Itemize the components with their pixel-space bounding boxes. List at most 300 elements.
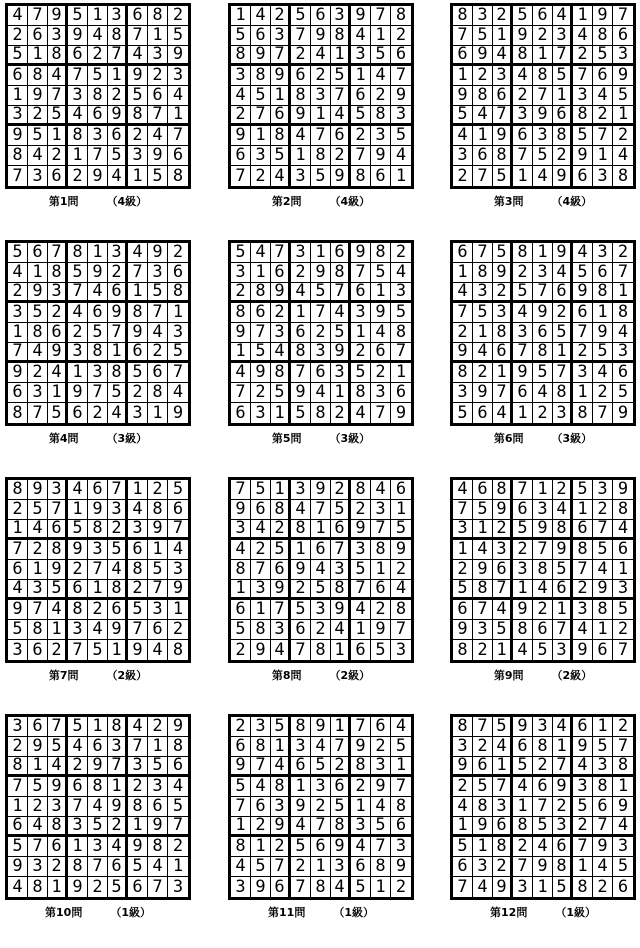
sudoku-cell: 5 [291,6,311,26]
sudoku-puzzle-1 [5,3,191,211]
sudoku-cell: 2 [8,26,28,46]
sudoku-cell: 7 [231,383,251,403]
sudoku-cell: 7 [493,777,513,797]
sudoku-cell: 9 [168,46,188,66]
sudoku-cell: 6 [573,166,593,186]
sudoku-cell: 9 [108,620,128,640]
sudoku-cell: 6 [391,480,411,500]
sudoku-cell: 3 [513,323,533,343]
sudoku-cell: 5 [28,500,48,520]
sudoku-cell: 8 [613,303,633,323]
sudoku-cell: 8 [251,620,271,640]
sudoku-cell: 1 [168,600,188,620]
puzzle-number-label: 第3問 [493,195,524,208]
sudoku-cell: 9 [8,857,28,877]
sudoku-cell: 5 [148,560,168,580]
sudoku-cell: 6 [351,640,371,660]
sudoku-cell: 7 [371,837,391,857]
sudoku-cell: 8 [172,639,184,660]
sudoku-cell: 3 [8,640,28,660]
sudoku-cell: 6 [28,717,48,737]
sudoku-cell: 1 [553,86,573,106]
sudoku-cell: 6 [553,837,573,857]
sudoku-cell: 6 [453,857,473,877]
sudoku-cell: 5 [493,166,513,186]
sudoku-cell: 7 [168,363,188,383]
sudoku-cell: 2 [88,600,108,620]
sudoku-cell: 8 [453,6,473,26]
sudoku-cell: 9 [351,243,371,263]
sudoku-cell: 2 [128,580,148,600]
sudoku-cell: 1 [108,640,128,660]
sudoku-cell: 8 [128,303,148,323]
sudoku-cell: 5 [28,777,48,797]
sudoku-cell: 6 [533,620,553,640]
sudoku-cell: 2 [533,403,553,423]
sudoku-cell: 1 [473,520,493,540]
sudoku-cell: 4 [271,343,291,363]
sudoku-cell: 6 [351,86,371,106]
sudoku-cell: 7 [371,520,391,540]
sudoku-cell: 4 [473,540,493,560]
sudoku-cell: 6 [453,46,473,66]
sudoku-cell: 6 [271,106,291,126]
sudoku-cell: 8 [311,640,331,660]
sudoku-cell: 6 [271,877,291,897]
sudoku-cell: 9 [291,383,311,403]
sudoku-cell: 3 [172,876,184,897]
sudoku-cell: 9 [128,323,148,343]
sudoku-cell: 5 [573,480,593,500]
sudoku-cell: 1 [291,540,311,560]
sudoku-cell: 5 [8,243,28,263]
sudoku-cell: 7 [48,717,68,737]
sudoku-cell: 3 [68,620,88,640]
sudoku-cell: 4 [88,797,108,817]
sudoku-cell: 5 [231,620,251,640]
sudoku-cell: 4 [593,560,613,580]
sudoku-cell: 4 [613,146,633,166]
sudoku-cell: 6 [28,640,48,660]
sudoku-cell: 2 [395,876,407,897]
sudoku-cell: 7 [613,263,633,283]
sudoku-cell: 8 [493,146,513,166]
sudoku-cell: 7 [371,6,391,26]
sudoku-cell: 7 [573,66,593,86]
sudoku-cell: 7 [331,86,351,106]
sudoku-grid [450,714,636,900]
sudoku-cell: 6 [128,343,148,363]
sudoku-cell: 8 [391,323,411,343]
sudoku-grid [228,477,414,663]
sudoku-cell: 8 [331,26,351,46]
sudoku-cell: 4 [168,540,188,560]
sudoku-cell: 3 [251,403,271,423]
sudoku-cell: 2 [291,857,311,877]
sudoku-cell: 4 [291,283,311,303]
sudoku-cell: 2 [168,243,188,263]
sudoku-cell: 2 [573,343,593,363]
sudoku-cell: 1 [593,146,613,166]
sudoku-cell: 5 [331,323,351,343]
sudoku-cell: 3 [371,500,391,520]
sudoku-cell: 8 [593,283,613,303]
sudoku-cell: 7 [351,717,371,737]
sudoku-cell: 1 [28,46,48,66]
sudoku-cell: 9 [48,6,68,26]
sudoku-cell: 4 [391,146,411,166]
sudoku-cell: 3 [553,817,573,837]
sudoku-cell: 5 [533,363,553,383]
sudoku-cell: 6 [513,126,533,146]
sudoku-cell: 8 [473,797,493,817]
sudoku-cell: 6 [8,560,28,580]
puzzle-level-label: （3級） [106,432,148,445]
sudoku-cell: 8 [617,165,629,186]
sudoku-cell: 5 [473,26,493,46]
sudoku-cell: 3 [128,520,148,540]
sudoku-cell: 1 [593,303,613,323]
sudoku-cell: 1 [311,106,331,126]
sudoku-cell: 2 [128,126,148,146]
sudoku-cell: 5 [48,106,68,126]
sudoku-cell: 2 [311,323,331,343]
sudoku-cell: 4 [108,560,128,580]
sudoku-cell: 8 [473,580,493,600]
sudoku-cell: 7 [148,580,168,600]
sudoku-cell: 3 [553,26,573,46]
sudoku-cell: 6 [613,540,633,560]
sudoku-cell: 4 [351,403,371,423]
sudoku-cell: 9 [613,480,633,500]
sudoku-cell: 9 [148,520,168,540]
sudoku-cell: 4 [291,126,311,146]
puzzle-caption [228,902,414,922]
sudoku-cell: 7 [331,737,351,757]
sudoku-cell: 8 [48,46,68,66]
sudoku-cell: 1 [291,777,311,797]
sudoku-cell: 8 [88,86,108,106]
sudoku-cell: 7 [68,66,88,86]
sudoku-cell: 5 [251,86,271,106]
sudoku-cell: 8 [231,303,251,323]
sudoku-cell: 5 [371,46,391,66]
sudoku-cell: 9 [108,303,128,323]
sudoku-cell: 3 [351,540,371,560]
sudoku-grid [5,240,191,426]
sudoku-cell: 2 [28,540,48,560]
sudoku-cell: 9 [148,243,168,263]
puzzle-number-label: 第1問 [48,195,79,208]
sudoku-cell: 5 [28,126,48,146]
sudoku-cell: 8 [351,166,371,186]
sudoku-cell: 5 [311,166,331,186]
sudoku-cell: 5 [271,717,291,737]
sudoku-cell: 8 [473,86,493,106]
sudoku-cell: 8 [533,66,553,86]
sudoku-cell: 3 [88,126,108,146]
sudoku-cell: 5 [28,303,48,323]
sudoku-cell: 7 [513,146,533,166]
sudoku-cell: 9 [28,737,48,757]
sudoku-cell: 4 [28,343,48,363]
sudoku-cell: 2 [493,520,513,540]
sudoku-cell: 5 [271,383,291,403]
sudoku-cell: 9 [88,757,108,777]
sudoku-cell: 1 [493,363,513,383]
sudoku-cell: 7 [311,817,331,837]
sudoku-cell: 9 [473,383,493,403]
sudoku-cell: 4 [28,817,48,837]
sudoku-cell: 1 [291,303,311,323]
sudoku-cell: 8 [168,283,188,303]
sudoku-cell: 9 [172,402,184,423]
sudoku-cell: 3 [453,737,473,757]
sudoku-cell: 5 [168,480,188,500]
sudoku-cell: 1 [128,283,148,303]
sudoku-cell: 3 [613,580,633,600]
sudoku-grid [228,3,414,189]
sudoku-cell: 6 [593,66,613,86]
sudoku-cell: 6 [473,480,493,500]
sudoku-cell: 2 [533,600,553,620]
sudoku-cell: 7 [128,737,148,757]
sudoku-cell: 3 [453,146,473,166]
sudoku-cell: 2 [513,263,533,283]
sudoku-cell: 3 [8,106,28,126]
sudoku-cell: 9 [473,560,493,580]
sudoku-cell: 4 [493,737,513,757]
sudoku-cell: 2 [493,6,513,26]
sudoku-cell: 2 [108,263,128,283]
sudoku-cell: 1 [68,837,88,857]
sudoku-cell: 9 [48,343,68,363]
sudoku-cell: 1 [8,520,28,540]
sudoku-cell: 7 [473,166,493,186]
sudoku-cell: 2 [473,640,493,660]
sudoku-cell: 7 [271,46,291,66]
sudoku-cell: 7 [533,797,553,817]
sudoku-puzzle-12 [450,714,636,922]
sudoku-grid [450,240,636,426]
sudoku-cell: 5 [453,837,473,857]
sudoku-cell: 9 [453,757,473,777]
sudoku-cell: 4 [28,146,48,166]
sudoku-cell: 7 [231,797,251,817]
sudoku-cell: 3 [168,66,188,86]
sudoku-cell: 3 [391,106,411,126]
sudoku-cell: 1 [573,857,593,877]
sudoku-puzzle-4 [5,240,191,448]
sudoku-cell: 5 [473,500,493,520]
sudoku-cell: 5 [108,146,128,166]
sudoku-cell: 7 [108,757,128,777]
sudoku-cell: 9 [68,877,88,897]
puzzle-level-label: （2級） [106,669,148,682]
sudoku-cell: 5 [593,46,613,66]
sudoku-cell: 1 [48,620,68,640]
sudoku-cell: 8 [231,46,251,66]
sudoku-cell: 1 [573,383,593,403]
sudoku-cell: 2 [533,26,553,46]
sudoku-cell: 4 [493,600,513,620]
sudoku-cell: 6 [168,263,188,283]
sudoku-cell: 7 [48,86,68,106]
sudoku-cell: 7 [533,283,553,303]
sudoku-cell: 1 [513,797,533,817]
sudoku-cell: 8 [251,737,271,757]
sudoku-cell: 1 [8,86,28,106]
sudoku-cell: 6 [68,580,88,600]
sudoku-cell: 1 [231,6,251,26]
sudoku-cell: 5 [8,46,28,66]
sudoku-cell: 5 [168,343,188,363]
sudoku-cell: 2 [108,817,128,837]
sudoku-cell: 9 [331,166,351,186]
sudoku-cell: 6 [311,540,331,560]
sudoku-cell: 4 [453,480,473,500]
sudoku-cell: 5 [453,580,473,600]
sudoku-cell: 7 [291,640,311,660]
sudoku-cell: 7 [453,877,473,897]
sudoku-cell: 1 [351,323,371,343]
sudoku-grid [450,3,636,189]
sudoku-cell: 8 [28,323,48,343]
sudoku-cell: 8 [371,243,391,263]
sudoku-cell: 3 [251,580,271,600]
sudoku-cell: 6 [271,560,291,580]
sudoku-cell: 3 [148,46,168,66]
sudoku-cell: 2 [513,837,533,857]
sudoku-cell: 7 [593,403,613,423]
sudoku-cell: 3 [553,640,573,660]
sudoku-cell: 4 [593,363,613,383]
sudoku-cell: 7 [493,580,513,600]
sudoku-cell: 2 [553,303,573,323]
sudoku-cell: 9 [613,66,633,86]
sudoku-cell: 2 [251,817,271,837]
sudoku-cell: 4 [473,343,493,363]
sudoku-cell: 3 [48,26,68,46]
sudoku-cell: 7 [28,6,48,26]
sudoku-cell: 6 [108,283,128,303]
sudoku-cell: 3 [473,6,493,26]
sudoku-cell: 2 [371,86,391,106]
sudoku-cell: 7 [271,857,291,877]
sudoku-cell: 3 [251,146,271,166]
sudoku-cell: 2 [351,500,371,520]
sudoku-cell: 8 [68,126,88,146]
sudoku-cell: 6 [593,640,613,660]
sudoku-cell: 4 [533,383,553,403]
sudoku-cell: 2 [351,126,371,146]
sudoku-cell: 9 [553,777,573,797]
sudoku-cell: 6 [493,560,513,580]
sudoku-cell: 5 [553,877,573,897]
sudoku-cell: 4 [8,580,28,600]
sudoku-cell: 1 [371,26,391,46]
sudoku-cell: 7 [331,540,351,560]
sudoku-cell: 4 [311,46,331,66]
sudoku-cell: 3 [271,797,291,817]
sudoku-cell: 3 [88,363,108,383]
sudoku-cell: 2 [371,737,391,757]
sudoku-cell: 5 [8,837,28,857]
sudoku-cell: 7 [88,560,108,580]
sudoku-cell: 8 [533,737,553,757]
sudoku-cell: 2 [473,363,493,383]
sudoku-cell: 1 [108,66,128,86]
sudoku-cell: 5 [473,303,493,323]
sudoku-cell: 1 [251,263,271,283]
sudoku-cell: 6 [573,303,593,323]
sudoku-cell: 5 [533,146,553,166]
sudoku-cell: 5 [613,383,633,403]
sudoku-cell: 7 [493,383,513,403]
sudoku-cell: 8 [291,520,311,540]
sudoku-cell: 3 [231,520,251,540]
sudoku-cell: 9 [617,402,629,423]
sudoku-cell: 4 [533,580,553,600]
sudoku-cell: 4 [573,243,593,263]
sudoku-cell: 6 [493,817,513,837]
sudoku-cell: 7 [553,363,573,383]
sudoku-cell: 3 [533,263,553,283]
sudoku-cell: 4 [573,620,593,640]
sudoku-cell: 4 [108,166,128,186]
sudoku-cell: 1 [513,166,533,186]
sudoku-cell: 3 [351,303,371,323]
sudoku-cell: 2 [88,46,108,66]
sudoku-cell: 4 [231,540,251,560]
sudoku-cell: 9 [453,343,473,363]
sudoku-cell: 4 [68,480,88,500]
sudoku-cell: 4 [271,757,291,777]
sudoku-cell: 1 [128,166,148,186]
sudoku-cell: 7 [168,126,188,146]
sudoku-cell: 7 [251,560,271,580]
sudoku-cell: 6 [8,66,28,86]
puzzle-number-label: 第12問 [490,906,528,919]
sudoku-cell: 8 [573,106,593,126]
sudoku-cell: 9 [291,560,311,580]
sudoku-puzzle-6 [450,240,636,448]
sudoku-cell: 9 [311,717,331,737]
sudoku-cell: 5 [291,600,311,620]
sudoku-cell: 5 [553,66,573,86]
puzzle-caption [228,191,414,211]
sudoku-cell: 3 [395,639,407,660]
sudoku-cell: 8 [88,520,108,540]
sudoku-cell: 3 [231,263,251,283]
sudoku-cell: 1 [311,243,331,263]
sudoku-cell: 5 [311,580,331,600]
sudoku-cell: 1 [48,877,68,897]
sudoku-cell: 7 [291,363,311,383]
sudoku-cell: 9 [391,540,411,560]
sudoku-cell: 7 [493,106,513,126]
sudoku-cell: 4 [493,403,513,423]
sudoku-cell: 3 [573,86,593,106]
puzzle-level-label: （3級） [329,432,371,445]
sudoku-cell: 4 [613,817,633,837]
sudoku-cell: 2 [251,540,271,560]
sudoku-cell: 8 [108,580,128,600]
sudoku-cell: 6 [311,6,331,26]
sudoku-cell: 2 [28,797,48,817]
sudoku-cell: 6 [108,600,128,620]
sudoku-cell: 6 [48,520,68,540]
